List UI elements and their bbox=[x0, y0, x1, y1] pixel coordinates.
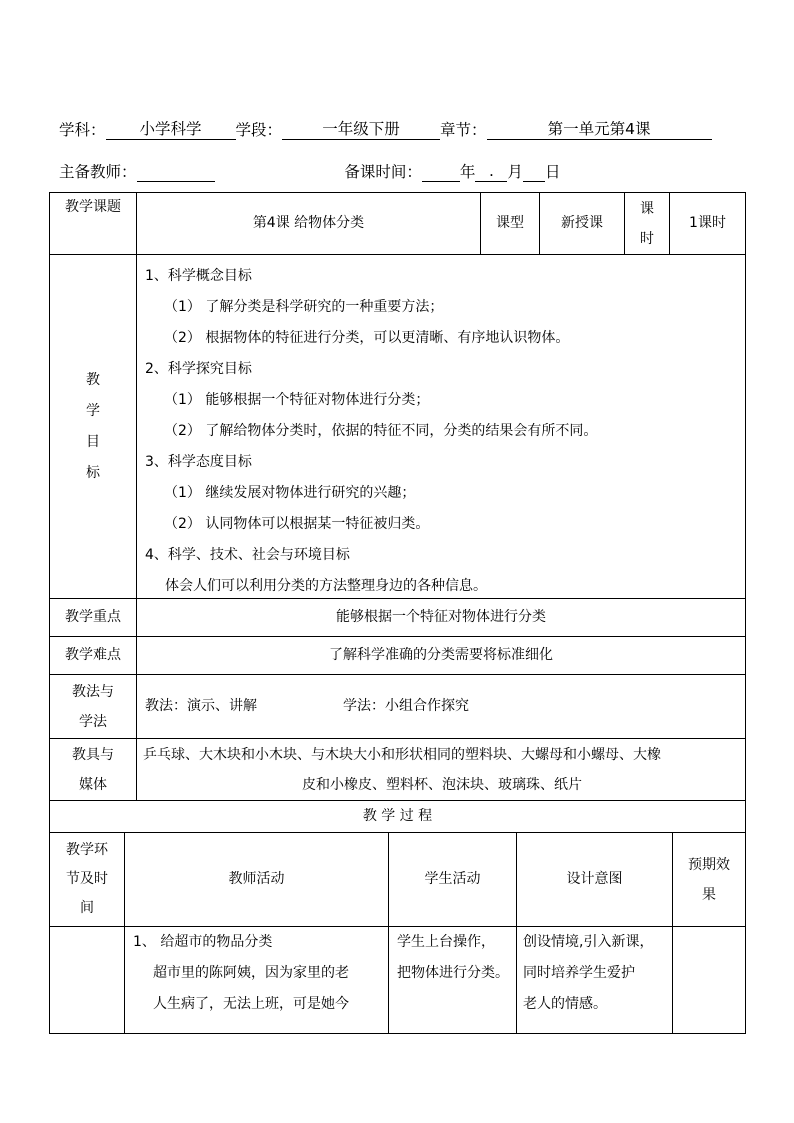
month-blank: . bbox=[475, 161, 507, 182]
row1-student-line: 学生上台操作， bbox=[397, 934, 495, 950]
method-value bbox=[137, 675, 746, 739]
goals-label-char: 教 bbox=[86, 371, 100, 388]
type-label: 课型 bbox=[481, 193, 540, 255]
col-design: 设计意图 bbox=[517, 833, 673, 927]
method-row bbox=[50, 675, 746, 739]
row1-student-line: 把物体进行分类。 bbox=[397, 965, 509, 981]
topic-value: 第4课 给物体分类 bbox=[137, 193, 481, 255]
key-row bbox=[50, 599, 746, 637]
subject-value: 小学科学 bbox=[106, 119, 236, 140]
goals-label-char: 学 bbox=[86, 402, 100, 419]
stage-label: 学段： bbox=[235, 121, 283, 139]
learn-method: 学法：小组合作探究 bbox=[343, 698, 469, 714]
time-label: 备课时间： bbox=[344, 163, 422, 181]
row1-expect bbox=[673, 927, 746, 1034]
type-value: 新授课 bbox=[540, 193, 625, 255]
col-stage-1: 教学环 bbox=[66, 842, 108, 858]
process-row-1 bbox=[50, 927, 746, 1034]
tools-line-1: 乒乓球、大木块和小木块、与木块大小和形状相同的塑料块、大螺母和小螺母、大橡 bbox=[143, 746, 661, 763]
goal-line: （2） 认同物体可以根据某一特征被归类。 bbox=[164, 516, 430, 532]
month-label: 月 bbox=[507, 163, 523, 181]
goal-line: 1、科学概念目标 bbox=[145, 268, 252, 284]
goal-line: （1） 了解分类是科学研究的一种重要方法； bbox=[164, 299, 444, 315]
topic-row bbox=[50, 193, 746, 255]
method-label-1: 教法与 bbox=[72, 683, 114, 700]
day-blank bbox=[523, 161, 545, 182]
tools-label-1: 教具与 bbox=[72, 746, 114, 763]
goal-line: （2） 了解给物体分类时，依据的特征不同，分类的结果会有所不同。 bbox=[164, 423, 598, 439]
day-label: 日 bbox=[544, 163, 561, 181]
method-label-2: 学法 bbox=[79, 713, 107, 730]
key-value: 能够根据一个特征对物体进行分类 bbox=[137, 599, 746, 637]
tools-value bbox=[137, 739, 746, 801]
goal-line: （1） 能够根据一个特征对物体进行分类； bbox=[164, 392, 430, 408]
row1-design-line: 同时培养学生爱护 bbox=[523, 965, 635, 981]
col-stage-2: 节及时 bbox=[66, 871, 108, 887]
goal-line: 体会人们可以利用分类的方法整理身边的各种信息。 bbox=[165, 578, 487, 594]
col-teacher: 教师活动 bbox=[125, 833, 389, 927]
chapter-value: 第一单元第4课 bbox=[487, 119, 712, 140]
chapter-label: 章节： bbox=[440, 121, 487, 139]
process-header-row bbox=[50, 833, 746, 927]
hours-label-1: 课 bbox=[640, 200, 654, 217]
teacher-blank bbox=[137, 161, 215, 182]
goal-line: 2、科学探究目标 bbox=[145, 361, 252, 377]
row1-design-line: 老人的情感。 bbox=[523, 996, 607, 1012]
teach-method: 教法：演示、讲解 bbox=[145, 698, 257, 714]
row1-teacher-line: 人生病了，无法上班，可是她今 bbox=[153, 996, 349, 1012]
process-table bbox=[49, 800, 746, 1034]
goal-line: （1） 继续发展对物体进行研究的兴趣； bbox=[164, 485, 416, 501]
col-expect bbox=[673, 833, 746, 927]
method-label bbox=[50, 675, 137, 739]
year-blank bbox=[422, 161, 460, 182]
subject-label: 学科： bbox=[59, 121, 106, 139]
tools-label-2: 媒体 bbox=[79, 776, 107, 793]
goals-label bbox=[50, 255, 137, 599]
col-stage-3: 间 bbox=[80, 900, 94, 916]
row1-teacher bbox=[125, 927, 389, 1034]
tools-row bbox=[50, 739, 746, 801]
row1-student bbox=[389, 927, 517, 1034]
goal-line: 4、科学、技术、社会与环境目标 bbox=[145, 547, 350, 563]
year-label: 年 bbox=[459, 163, 476, 181]
col-stage bbox=[50, 833, 125, 927]
difficulty-label: 教学难点 bbox=[50, 637, 137, 675]
row1-stage bbox=[50, 927, 125, 1034]
header-line-2 bbox=[59, 160, 560, 182]
row1-teacher-line: 超市里的陈阿姨，因为家里的老 bbox=[153, 965, 349, 981]
col-student: 学生活动 bbox=[389, 833, 517, 927]
tools-line-2: 皮和小橡皮、塑料杯、泡沫块、玻璃珠、纸片 bbox=[302, 776, 582, 793]
goal-line: （2） 根据物体的特征进行分类，可以更清晰、有序地认识物体。 bbox=[164, 330, 570, 346]
col-expect-2: 果 bbox=[702, 886, 716, 903]
teacher-label: 主备教师： bbox=[59, 163, 137, 181]
difficulty-value: 了解科学准确的分类需要将标准细化 bbox=[137, 637, 746, 675]
key-label: 教学重点 bbox=[50, 599, 137, 637]
goal-line: 3、科学态度目标 bbox=[145, 454, 252, 470]
hours-label-2: 时 bbox=[640, 230, 654, 247]
process-title: 教 学 过 程 bbox=[50, 801, 746, 833]
row1-design-line: 创设情境,引入新课， bbox=[523, 934, 654, 950]
goals-label-char: 目 bbox=[86, 433, 100, 450]
goals-content bbox=[137, 255, 746, 599]
goals-label-char: 标 bbox=[86, 464, 100, 481]
stage-value: 一年级下册 bbox=[282, 119, 440, 140]
process-title-row bbox=[50, 801, 746, 833]
header-line-1 bbox=[59, 118, 712, 140]
col-expect-1: 预期效 bbox=[688, 856, 730, 873]
tools-label bbox=[50, 739, 137, 801]
lesson-table bbox=[49, 192, 746, 801]
row1-design bbox=[517, 927, 673, 1034]
topic-label: 教学课题 bbox=[50, 193, 137, 255]
hours-label bbox=[625, 193, 670, 255]
hours-value: 1课时 bbox=[670, 193, 746, 255]
difficulty-row bbox=[50, 637, 746, 675]
row1-teacher-line: 1、 给超市的物品分类 bbox=[133, 934, 273, 950]
goals-row bbox=[50, 255, 746, 599]
